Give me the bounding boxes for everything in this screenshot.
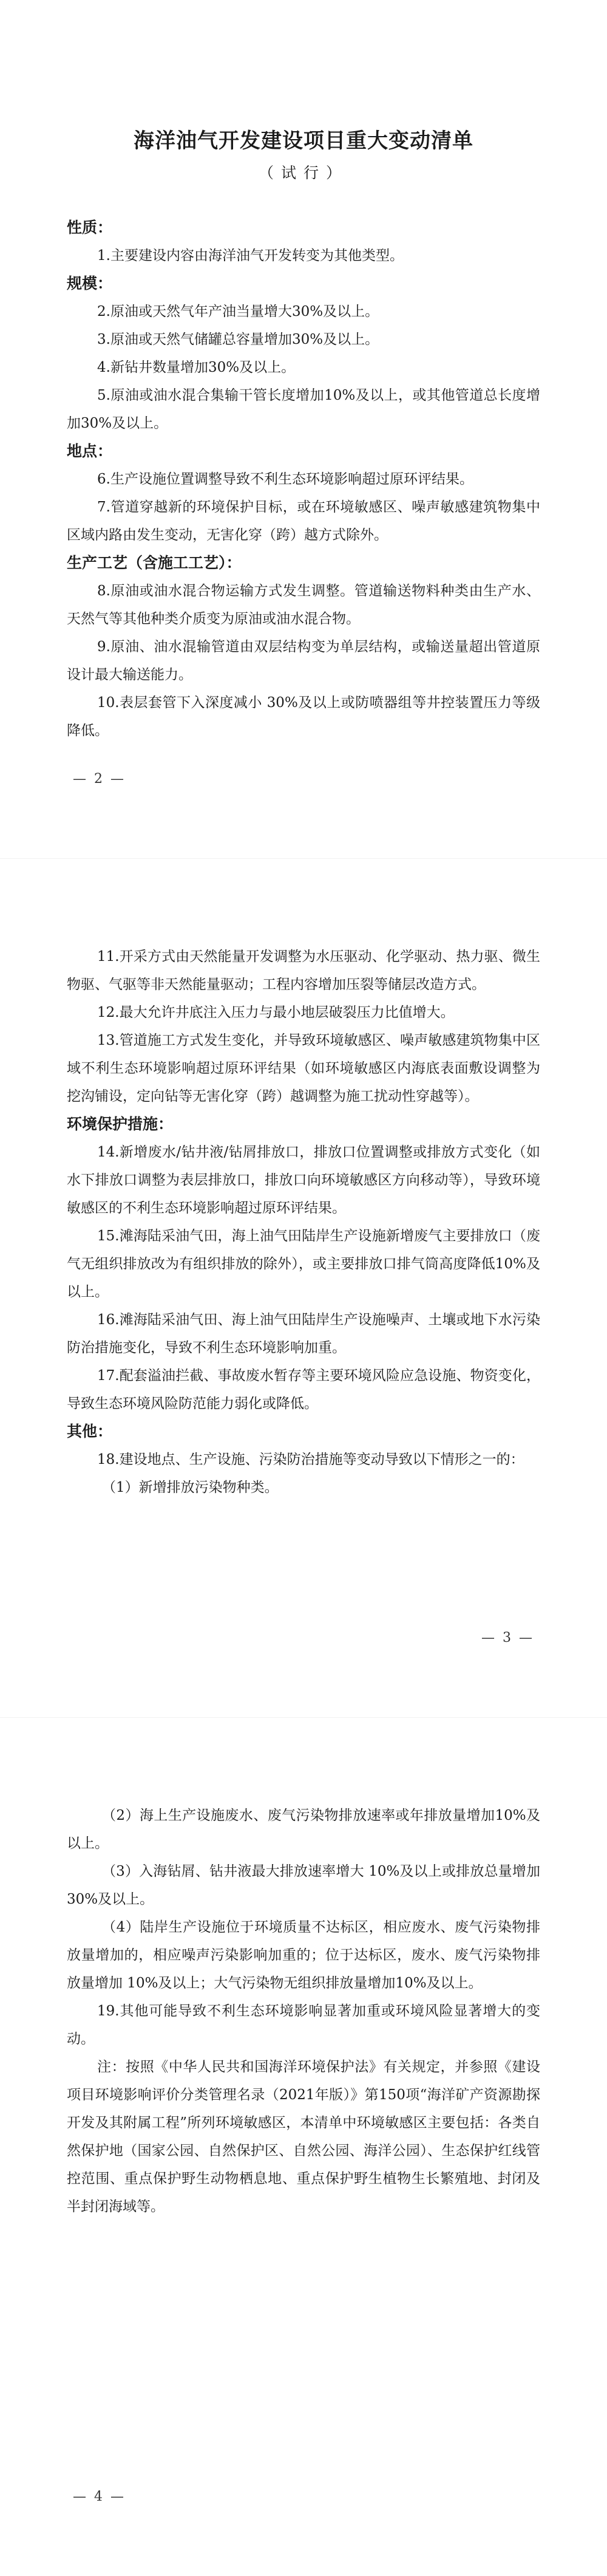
clause-item: 8.原油或油水混合物运输方式发生调整。管道输送物料种类由生产水、天然气等其他种类介质变为原油或油水混合物。 xyxy=(67,583,540,627)
page-number: — 4 — xyxy=(73,2489,126,2504)
clause-item: 13.管道施工方式发生变化，并导致环境敏感区、噪声敏感建筑物集中区域不利生态环境影响超过原环评结果（如环境敏感区内海底表面敷设调整为挖沟铺设，定向钻等无害化穿（跨）越调整为施工扰动性穿越等）。 xyxy=(67,1033,540,1104)
sub-item: （2）海上生产设施废水、废气污染物排放速率或年排放量增加10%及以上。 xyxy=(67,1808,540,1851)
clause-item: 7.管道穿越新的环境保护目标，或在环境敏感区、噪声敏感建筑物集中区域内路由发生变动，无害化穿（跨）越方式除外。 xyxy=(67,499,540,543)
page-4 xyxy=(0,1717,607,2576)
clause-item: 10.表层套管下入深度减小 30%及以上或防喷器组等井控装置压力等级降低。 xyxy=(67,695,540,739)
clause-item: 1.主要建设内容由海洋油气开发转变为其他类型。 xyxy=(97,248,404,264)
clause-item: 11.开采方式由天然能量开发调整为水压驱动、化学驱动、热力驱、微生物驱、气驱等非天然能量驱动；工程内容增加压裂等储层改造方式。 xyxy=(67,949,540,992)
clause-item: 4.新钻井数量增加30%及以上。 xyxy=(97,360,296,375)
document-title: 海洋油气开发建设项目重大变动清单 xyxy=(134,129,473,153)
document-subtitle: （试行） xyxy=(258,164,348,182)
page-3-body xyxy=(67,943,540,1502)
page-4-body xyxy=(67,1802,540,2221)
sub-item: （3）入海钻屑、钻井液最大排放速率增大 10%及以上或排放总量增加30%及以上。 xyxy=(67,1864,540,1907)
page-number: — 3 — xyxy=(481,1630,534,1645)
section-heading: 生产工艺（含施工工艺）： xyxy=(67,554,242,572)
clause-item: 9.原油、油水混输管道由双层结构变为单层结构，或输送量超出管道原设计最大输送能力。 xyxy=(67,639,540,683)
clause-item: 16.滩海陆采油气田、海上油气田陆岸生产设施噪声、土壤或地下水污染防治措施变化，导致不利生态环境影响加重。 xyxy=(67,1312,540,1356)
section-heading: 其他： xyxy=(67,1423,113,1440)
clause-item: 5.原油或油水混合集输干管长度增加10%及以上，或其他管道总长度增加30%及以上。 xyxy=(67,388,540,431)
page-number: — 2 — xyxy=(73,771,126,787)
clause-item: 17.配套溢油拦截、事故废水暂存等主要环境风险应急设施、物资变化，导致生态环境风险防范能力弱化或降低。 xyxy=(67,1368,540,1412)
clause-item: 19.其他可能导致不利生态环境影响显著加重或环境风险显著增大的变动。 xyxy=(67,2003,540,2047)
section-heading: 性质： xyxy=(67,219,113,236)
clause-item: 18.建设地点、生产设施、污染防治措施等变动导致以下情形之一的： xyxy=(97,1452,524,1467)
page-2-body xyxy=(67,214,540,745)
clause-item: 3.原油或天然气储罐总容量增加30%及以上。 xyxy=(97,332,379,347)
clause-item: 14.新增废水/钻井液/钻屑排放口，排放口位置调整或排放方式变化（如水下排放口调整为表层排放口，排放口向环境敏感区方向移动等），导致环境敏感区的不利生态环境影响超过原环评结果。 xyxy=(67,1144,540,1216)
page-2 xyxy=(0,0,607,858)
section-heading: 地点： xyxy=(67,442,113,460)
clause-item: 12.最大允许井底注入压力与最小地层破裂压力比值增大。 xyxy=(97,1005,455,1020)
sub-item: （1）新增排放污染物种类。 xyxy=(102,1480,279,1495)
sub-item: （4）陆岸生产设施位于环境质量不达标区，相应废水、废气污染物排放量增加的，相应噪声污染影响加重的；位于达标区，废水、废气污染物排放量增加 10%及以上；大气污染物无组织排放量增加10%及以上。 xyxy=(67,1919,540,1991)
section-heading: 规模： xyxy=(67,275,113,292)
section-heading: 环境保护措施： xyxy=(67,1115,174,1133)
clause-item: 6.生产设施位置调整导致不利生态环境影响超过原环评结果。 xyxy=(97,471,473,487)
clause-item: 2.原油或天然气年产油当量增大30%及以上。 xyxy=(97,304,379,319)
page-3 xyxy=(0,858,607,1717)
clause-item: 15.滩海陆采油气田，海上油气田陆岸生产设施新增废气主要排放口（废气无组织排放改为有组织排放的除外），或主要排放口排气筒高度降低10%及以上。 xyxy=(67,1228,540,1300)
note-paragraph: 注：按照《中华人民共和国海洋环境保护法》有关规定，并参照《建设项目环境影响评价分类管理名录（2021年版）》第150项“海洋矿产资源勘探开发及其附属工程”所列环境敏感区，本清单中环境敏感区主要包括：各类自然保护地（国家公园、自然保护区、自然公园、海洋公园）、生态保护红线管控范围、重点保护野生动物栖息地、重点保护野生植物生长繁殖地、封闭及半封闭海域等。 xyxy=(67,2059,540,2215)
